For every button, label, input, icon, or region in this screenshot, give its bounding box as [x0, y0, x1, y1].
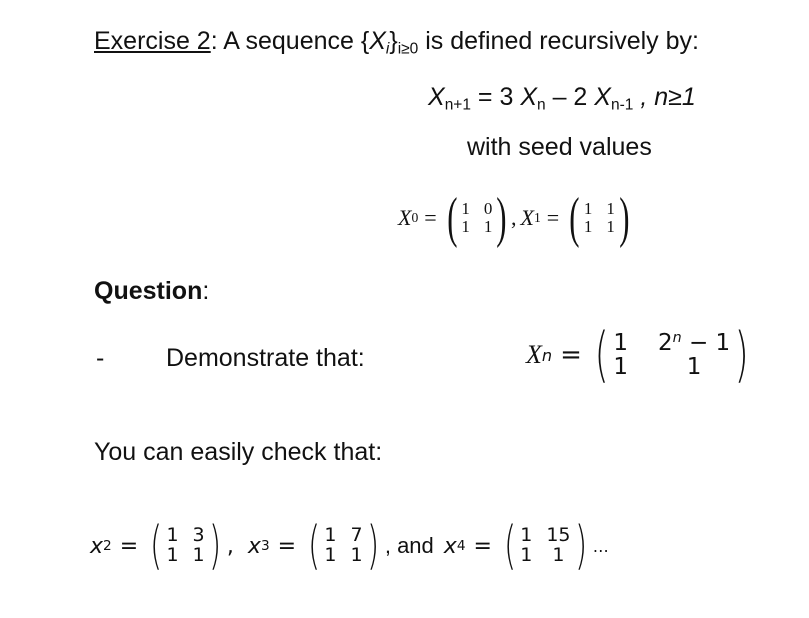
question-prompt: Demonstrate that:	[166, 344, 365, 372]
x3-matrix	[324, 526, 362, 566]
xn-equals: =	[560, 340, 582, 370]
x0-cell: 1	[461, 199, 470, 219]
check-matrices	[90, 516, 609, 576]
rec-t1-sub: n	[537, 96, 546, 114]
x2-sub: 2	[103, 538, 112, 554]
rec-condition: , n≥1	[633, 83, 696, 111]
sequence-sub: i	[385, 40, 390, 58]
x1-cell: 1	[583, 199, 593, 219]
x1-cell: 1	[606, 217, 615, 236]
x4-cell: 15	[546, 524, 571, 547]
x0-sub: 0	[411, 210, 419, 225]
check-and: , and	[384, 533, 434, 558]
xn-var: X	[526, 340, 542, 369]
rec-t1-var: X	[520, 83, 538, 111]
x4-cell: 1	[520, 524, 533, 547]
x0-cell: 1	[483, 217, 493, 236]
rec-eq: = 3	[470, 83, 521, 111]
x2-left-paren: (	[150, 516, 163, 576]
x3-cell: 1	[324, 544, 337, 566]
x2-var: x	[90, 533, 104, 559]
question-colon: :	[202, 277, 210, 305]
x4-equals: =	[473, 533, 492, 559]
x1-sub: 1	[533, 210, 541, 225]
x2-right-paren: )	[208, 516, 221, 576]
xn-formula	[526, 320, 754, 390]
x3-sub: 3	[260, 538, 270, 554]
exercise-label: Exercise 2	[94, 27, 211, 55]
x0-right-paren: )	[496, 187, 507, 249]
x0-cell: 0	[483, 199, 493, 219]
seed-matrices	[398, 187, 634, 249]
x4-sub: 4	[456, 538, 466, 554]
seed-comma: ,	[511, 205, 517, 230]
rec-t2-var: X	[594, 83, 611, 111]
x2-matrix	[166, 526, 204, 566]
x1-cell: 1	[583, 217, 593, 236]
xn-minus-one: − 1	[681, 329, 731, 356]
x1-left-paren: (	[569, 187, 580, 249]
x2-cell: 1	[166, 524, 179, 547]
x3-var: x	[247, 533, 261, 559]
xn-sub: n	[541, 345, 553, 365]
xn-cell: 1	[686, 354, 702, 380]
x3-cell: 1	[350, 544, 363, 566]
recurrence-relation	[428, 83, 696, 114]
x2-equals: =	[119, 533, 139, 559]
sequence-var: X	[369, 27, 386, 55]
x3-right-paren: )	[366, 516, 379, 576]
x2-cell: 3	[192, 524, 205, 547]
seed-caption: with seed values	[467, 133, 652, 161]
x3-left-paren: (	[308, 516, 321, 576]
x3-cell: 7	[350, 524, 363, 547]
x1-var: X	[520, 205, 534, 230]
x0-var: X	[398, 205, 412, 230]
check-ellipsis: …	[592, 536, 609, 556]
x4-cell: 1	[520, 544, 533, 566]
x1-right-paren: )	[619, 187, 630, 249]
exercise-colon: :	[210, 27, 218, 55]
x0-equals: =	[424, 205, 437, 230]
xn-cell	[658, 331, 730, 355]
x4-right-paren: )	[574, 516, 587, 576]
x4-matrix	[520, 526, 570, 566]
xn-right-paren: )	[734, 320, 749, 390]
x4-left-paren: (	[503, 516, 517, 576]
xn-power-base: 2	[657, 329, 673, 356]
x3-equals: =	[277, 533, 297, 559]
x1-cell: 1	[606, 199, 615, 219]
rec-lhs-sub: n+1	[444, 96, 471, 114]
rec-t2-sub: n-1	[610, 96, 634, 114]
xn-matrix	[613, 331, 730, 379]
question-label: Question	[94, 277, 203, 305]
check-comma: ,	[226, 533, 234, 559]
x0-matrix	[461, 200, 492, 236]
rec-lhs-var: X	[428, 83, 445, 111]
question-dash: -	[96, 344, 105, 372]
x4-var: x	[443, 533, 457, 559]
rec-minus: – 2	[545, 83, 595, 111]
xn-cell: 1	[613, 329, 628, 356]
sequence-brace: }	[389, 27, 398, 55]
exercise-intro: A sequence {	[217, 27, 370, 55]
x3-cell: 1	[324, 524, 337, 547]
question-heading	[94, 277, 209, 306]
sequence-range: i≥0	[397, 40, 419, 58]
check-caption: You can easily check that:	[94, 438, 383, 466]
exercise-intro-end: is defined recursively by:	[418, 27, 699, 55]
x1-equals: =	[546, 205, 560, 230]
exercise-heading	[94, 27, 699, 58]
x4-cell: 1	[552, 544, 565, 566]
x1-matrix	[584, 200, 615, 236]
xn-cell: 1	[613, 354, 628, 380]
x2-cell: 1	[166, 544, 179, 566]
x0-left-paren: (	[446, 187, 458, 249]
xn-left-paren: (	[594, 320, 609, 390]
x2-cell: 1	[192, 544, 205, 566]
xn-power-exp: n	[672, 330, 682, 347]
x0-cell: 1	[461, 217, 470, 236]
